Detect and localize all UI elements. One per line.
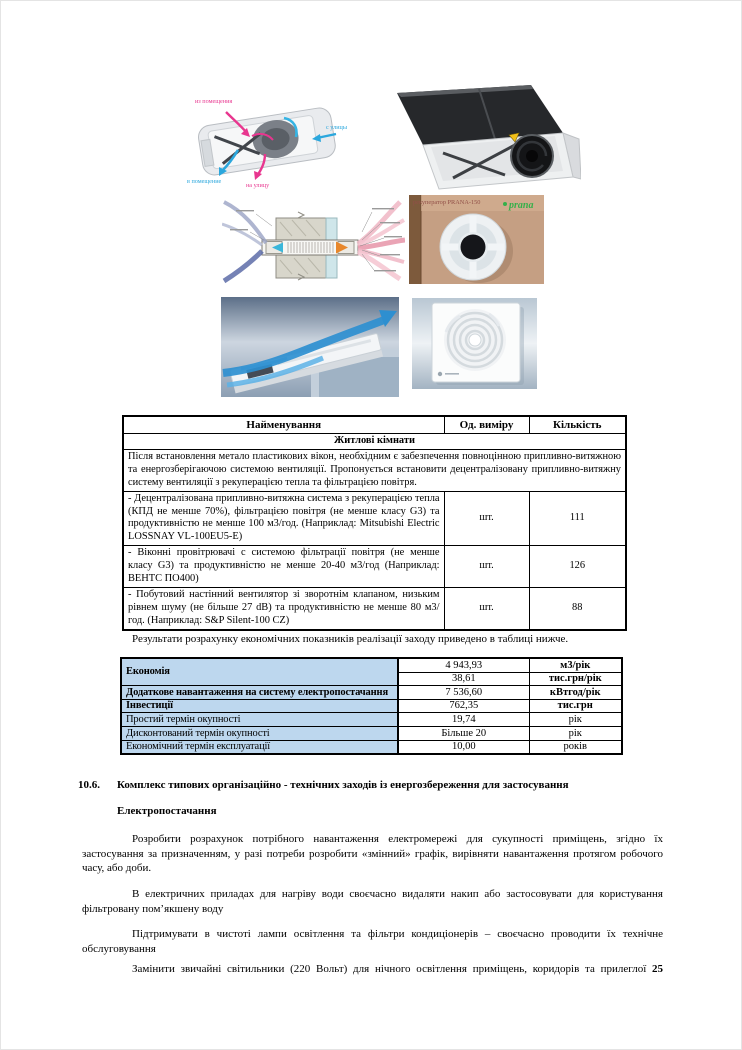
label-to-room: в помещение — [187, 178, 222, 185]
figure-wall-recuperator-schematic — [222, 194, 405, 285]
indicator-label: Простий термін окупності — [121, 713, 398, 727]
window-vent-illustration — [221, 297, 399, 397]
indicator-value: Більше 20 — [398, 726, 529, 740]
paragraph-lamp-maintenance: Підтримувати в чистоті лампи освітлення та фільтри кондиціонерів – своєчасно проводити їх технічне обслуговування — [82, 928, 663, 955]
paragraph-water-heaters: В електричних приладах для нагріву води своєчасно видаляти накип або застосовувати для користування фільтровану пом’якшену воду — [82, 888, 663, 915]
table-row — [123, 546, 626, 588]
paragraph-replace-lamps — [82, 962, 663, 977]
figure-silent-fan — [412, 298, 537, 389]
indicator-value: 38,61 — [398, 672, 529, 686]
label-from-room: из помещения — [195, 98, 233, 105]
indicator-value: 10,00 — [398, 740, 529, 754]
ventilation-measures-table — [122, 415, 627, 631]
indicator-value: 19,74 — [398, 713, 529, 727]
col-header-unit: Од. виміру — [444, 416, 529, 434]
indicator-unit: років — [529, 740, 622, 754]
measure-name: - Децентралізована припливно-витяжна система з рекуперацією тепла (КПД не менше 70%), фільтрацією повітря (не менше класу G3) та продуктивністю не менше 100 м3/год. (Наприклад: Mitsubishi Electric LOSSNAY VL-100EU5-E) — [123, 491, 444, 546]
indicator-label: Додаткове навантаження на систему електропостачання — [121, 686, 398, 700]
section-row — [123, 434, 626, 450]
table-row — [123, 491, 626, 546]
indicator-value: 7 536,60 — [398, 686, 529, 700]
col-header-qty: Кількість — [529, 416, 626, 434]
measure-qty: 126 — [529, 546, 626, 588]
section-number: 10.6. — [78, 779, 100, 791]
paragraph-text: Замінити звичайні світильники (220 Вольт) для нічного освітлення приміщень, коридорів та прилеглої — [132, 963, 647, 975]
table-row — [121, 686, 622, 700]
figure-window-vent — [221, 297, 399, 397]
col-header-name: Найменування — [123, 416, 444, 434]
measure-qty: 111 — [529, 491, 626, 546]
indicator-unit: рік — [529, 726, 622, 740]
label-from-street: с улицы — [326, 124, 347, 131]
economic-indicators-table — [120, 657, 623, 755]
intro-text: Після встановлення метало пластикових вікон, необхідним є забезпечення повноцінною припливно-витяжною та енергозберігаючою системою вентиляції. Пропонується встановити децентралізовану припливно-витяжну систему вентиляції з рекуперацією тепла та фільтрацією повітря. — [123, 449, 626, 491]
page-number: 25 — [652, 963, 664, 975]
indicator-unit: м3/рік — [529, 658, 622, 672]
indicator-label: Економія — [121, 658, 398, 686]
prana-photo-illustration — [409, 195, 544, 284]
section-title: Житлові кімнати — [123, 434, 626, 450]
figure-ventilation-unit-open — [383, 83, 581, 191]
indicator-label: Економічний термін експлуатації — [121, 740, 398, 754]
section-heading: Комплекс типових організаційно - технічних заходів із енергозбереження для застосування — [117, 779, 569, 791]
measure-qty: 88 — [529, 587, 626, 629]
table-row — [121, 726, 622, 740]
indicator-value: 762,35 — [398, 699, 529, 713]
paragraph-load-calculation: Розробити розрахунок потрібного навантаження електромережі для сукупності приміщень, згідно їх застосування за призначенням, у разі потреби розробити «змінний» графік, вирівняти навантаження протягом робочого часу, або доби. — [82, 833, 663, 875]
recuperator-cutaway-illustration — [186, 90, 354, 190]
label-to-street: на улицу — [246, 182, 270, 189]
table-row — [121, 658, 622, 672]
measure-name: - Віконні провітрювачі с системою фільтрації повітря (не менше класу G3) та продуктивністю не менше 20-40 м3/год (Наприклад: ВЕНТС ПО400) — [123, 546, 444, 588]
indicator-value: 4 943,93 — [398, 658, 529, 672]
indicator-label: Інвестиції — [121, 699, 398, 713]
figure-recuperator-cutaway — [186, 90, 354, 190]
silent-fan-illustration — [412, 298, 537, 389]
figure-prana-recuperator-photo — [409, 195, 544, 284]
table-header-row — [123, 416, 626, 434]
results-note: Результати розрахунку економічних показників реалізації заходу приведено в таблиці нижче. — [132, 633, 569, 645]
measure-unit: шт. — [444, 546, 529, 588]
wall-schematic-illustration — [222, 194, 405, 285]
prana-caption: рекуператор PRANA-150 — [413, 199, 481, 206]
table-row — [121, 713, 622, 727]
section-subheading: Електропостачання — [117, 805, 217, 817]
table-row — [123, 587, 626, 629]
table-row — [121, 740, 622, 754]
measure-unit: шт. — [444, 587, 529, 629]
indicator-label: Дисконтований термін окупності — [121, 726, 398, 740]
indicator-unit: тис.грн/рік — [529, 672, 622, 686]
intro-row — [123, 449, 626, 491]
indicator-unit: кВтгод/рік — [529, 686, 622, 700]
measure-name: - Побутовий настінний вентилятор зі зворотнім клапаном, низьким рівнем шуму (не більше 27 dB) та продуктивністю не менше 80 м3/год. (Наприклад: S&P Silent-100 CZ) — [123, 587, 444, 629]
measure-unit: шт. — [444, 491, 529, 546]
ventilation-unit-illustration — [383, 83, 581, 191]
prana-logo: prana — [509, 200, 534, 211]
indicator-unit: тис.грн — [529, 699, 622, 713]
table-row — [121, 699, 622, 713]
indicator-unit: рік — [529, 713, 622, 727]
